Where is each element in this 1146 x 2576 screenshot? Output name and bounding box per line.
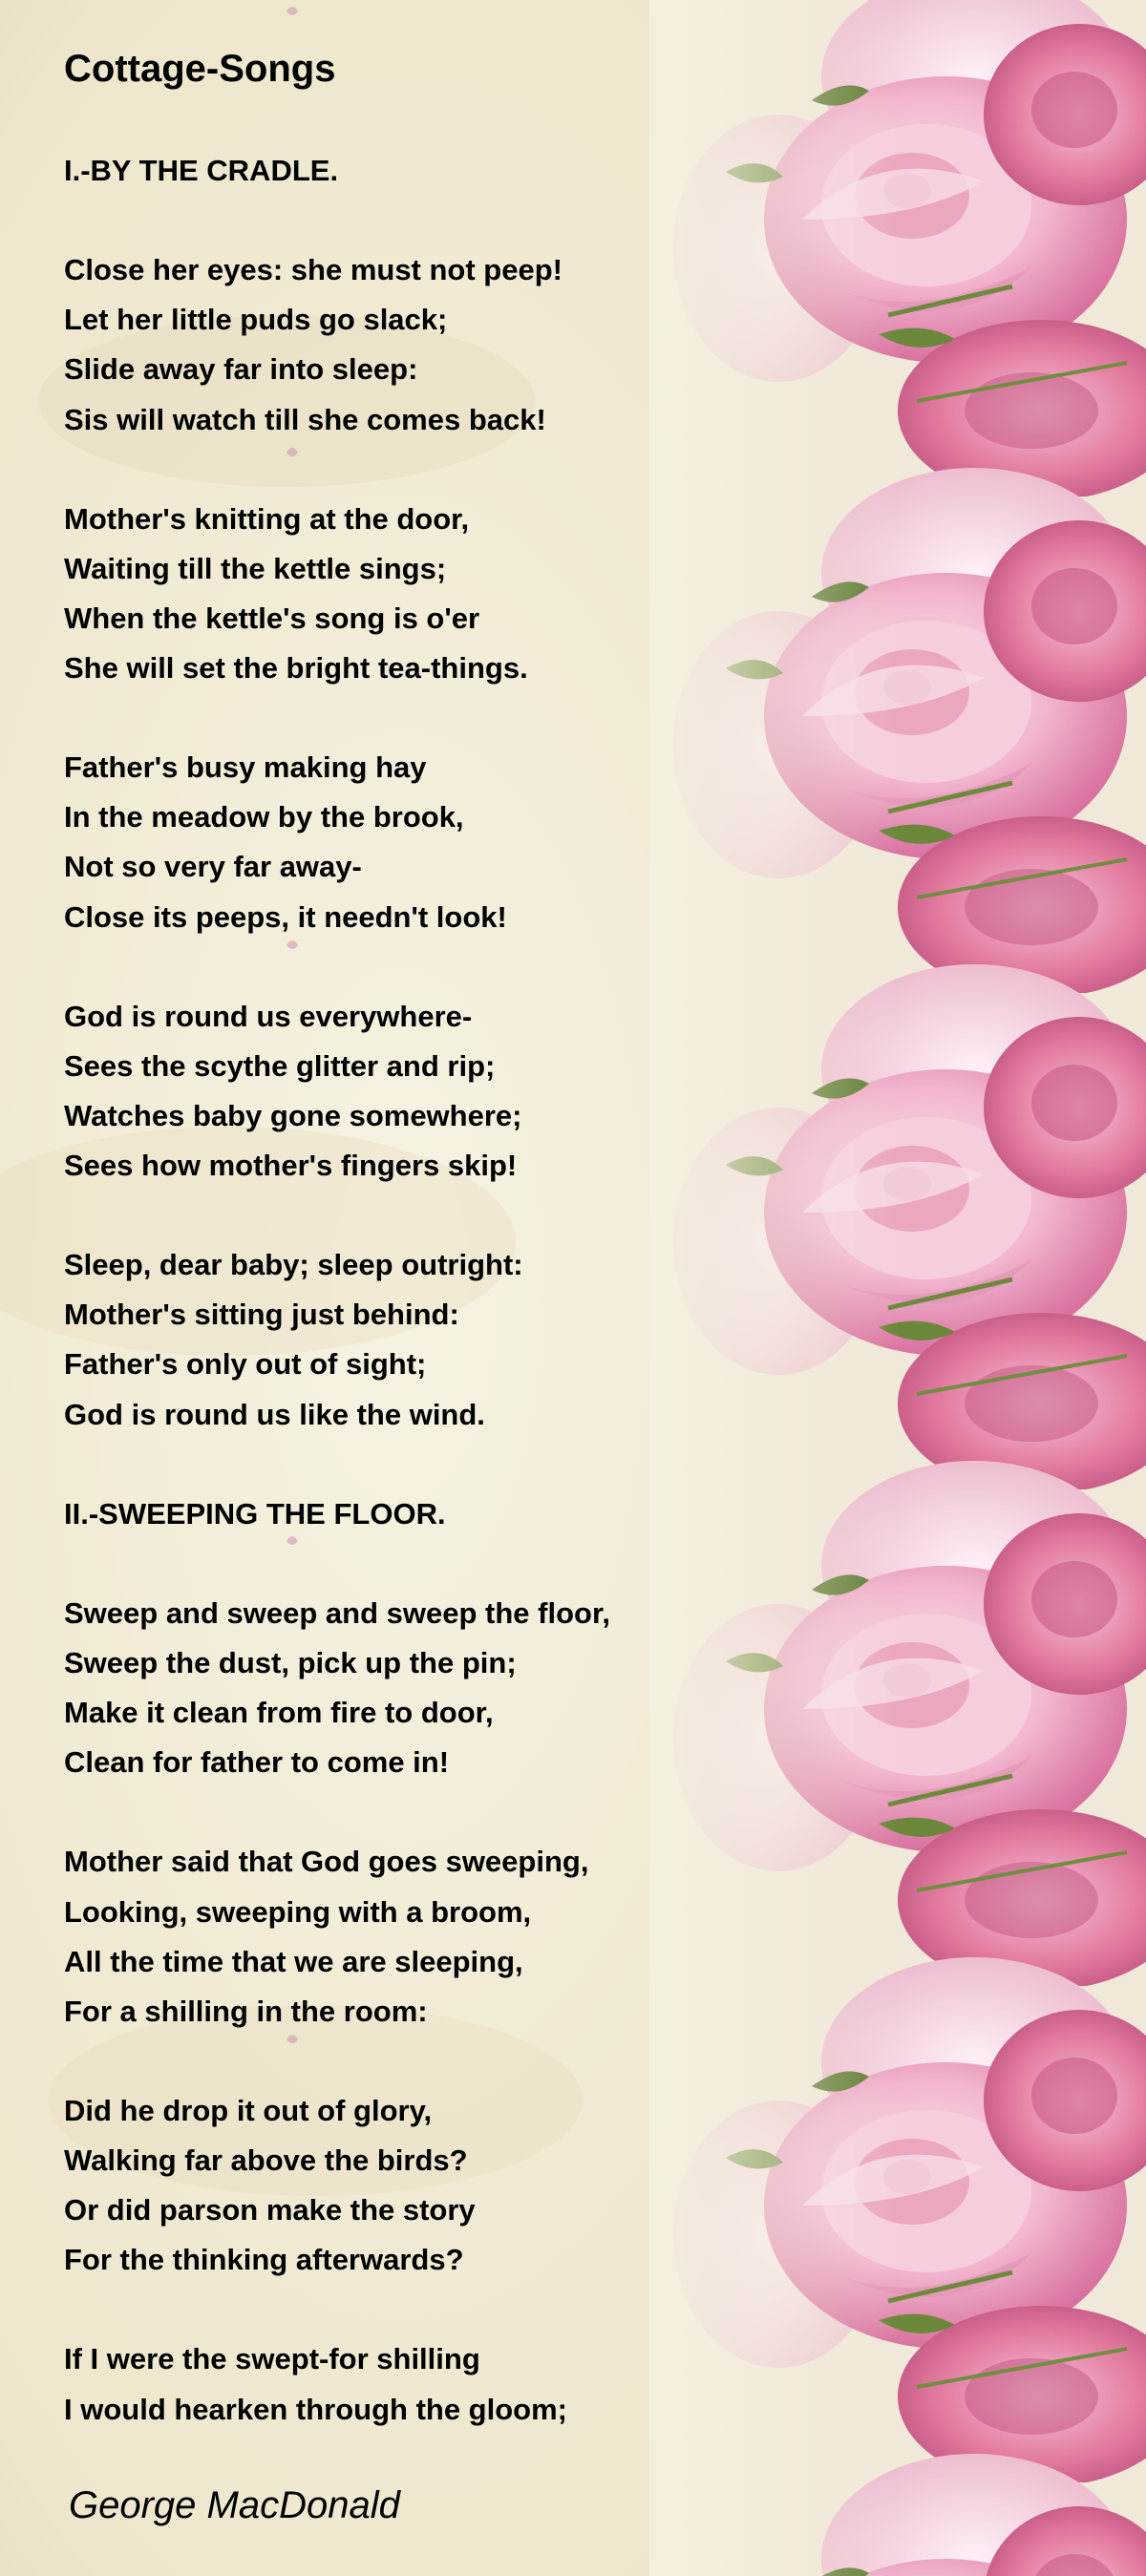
- poem-line: For the thinking afterwards?: [64, 2243, 464, 2277]
- poem-line: Waiting till the kettle sings;: [64, 551, 447, 585]
- poem-line: God is round us like the wind.: [64, 1397, 485, 1431]
- poem-line: Sweep the dust, pick up the pin;: [64, 1646, 517, 1679]
- poem-line: In the meadow by the brook,: [64, 800, 464, 834]
- poem-line: Slide away far into sleep:: [64, 352, 418, 387]
- poem-line: II.-SWEEPING THE FLOOR.: [64, 1496, 446, 1531]
- poem-line: Mother said that God goes sweeping,: [64, 1845, 589, 1879]
- poem-line: Sis will watch till she comes back!: [64, 402, 546, 436]
- poem-line: Sees the scythe glitter and rip;: [64, 1048, 496, 1083]
- poem-line: For a shilling in the room:: [64, 1994, 428, 2028]
- poem-author: George MacDonald: [69, 2484, 400, 2526]
- poem-line: Not so very far away-: [64, 850, 362, 884]
- poem-line: I would hearken through the gloom;: [64, 2392, 567, 2426]
- poem-line: Close her eyes: she must not peep!: [64, 253, 562, 287]
- poem-line: Mother's knitting at the door,: [64, 501, 470, 536]
- poem-line: All the time that we are sleeping,: [64, 1944, 523, 1978]
- poem-line: Father's busy making hay: [64, 750, 427, 785]
- poem-line: Clean for father to come in!: [64, 1745, 450, 1780]
- poem-line: Watches baby gone somewhere;: [64, 1098, 522, 1132]
- poem-line: Sweep and sweep and sweep the floor,: [64, 1595, 610, 1630]
- poem-line: Let her little puds go slack;: [64, 303, 448, 337]
- poem-line: Walking far above the birds?: [64, 2143, 468, 2177]
- poem-line: If I were the swept-for shilling: [64, 2342, 480, 2376]
- poem-line: Mother's sitting just behind:: [64, 1298, 459, 1332]
- poem-line: Or did parson make the story: [64, 2193, 476, 2228]
- poem-line: When the kettle's song is o'er: [64, 601, 480, 635]
- poem-line: I.-BY THE CRADLE.: [64, 154, 339, 187]
- poem-line: She will set the bright tea-things.: [64, 651, 528, 685]
- poem-line: Sleep, dear baby; sleep outright:: [64, 1248, 523, 1282]
- poem-line: God is round us everywhere-: [64, 999, 473, 1033]
- poem-line: Looking, sweeping with a broom,: [64, 1894, 532, 1929]
- poem-line: Close its peeps, it needn't look!: [64, 899, 507, 934]
- poem-line: Make it clean from fire to door,: [64, 1696, 494, 1730]
- poem-title: Cottage-Songs: [64, 48, 336, 90]
- poem-line: Did he drop it out of glory,: [64, 2093, 433, 2127]
- poem-line: Sees how mother's fingers skip!: [64, 1149, 518, 1182]
- poem-line: Father's only out of sight;: [64, 1347, 427, 1382]
